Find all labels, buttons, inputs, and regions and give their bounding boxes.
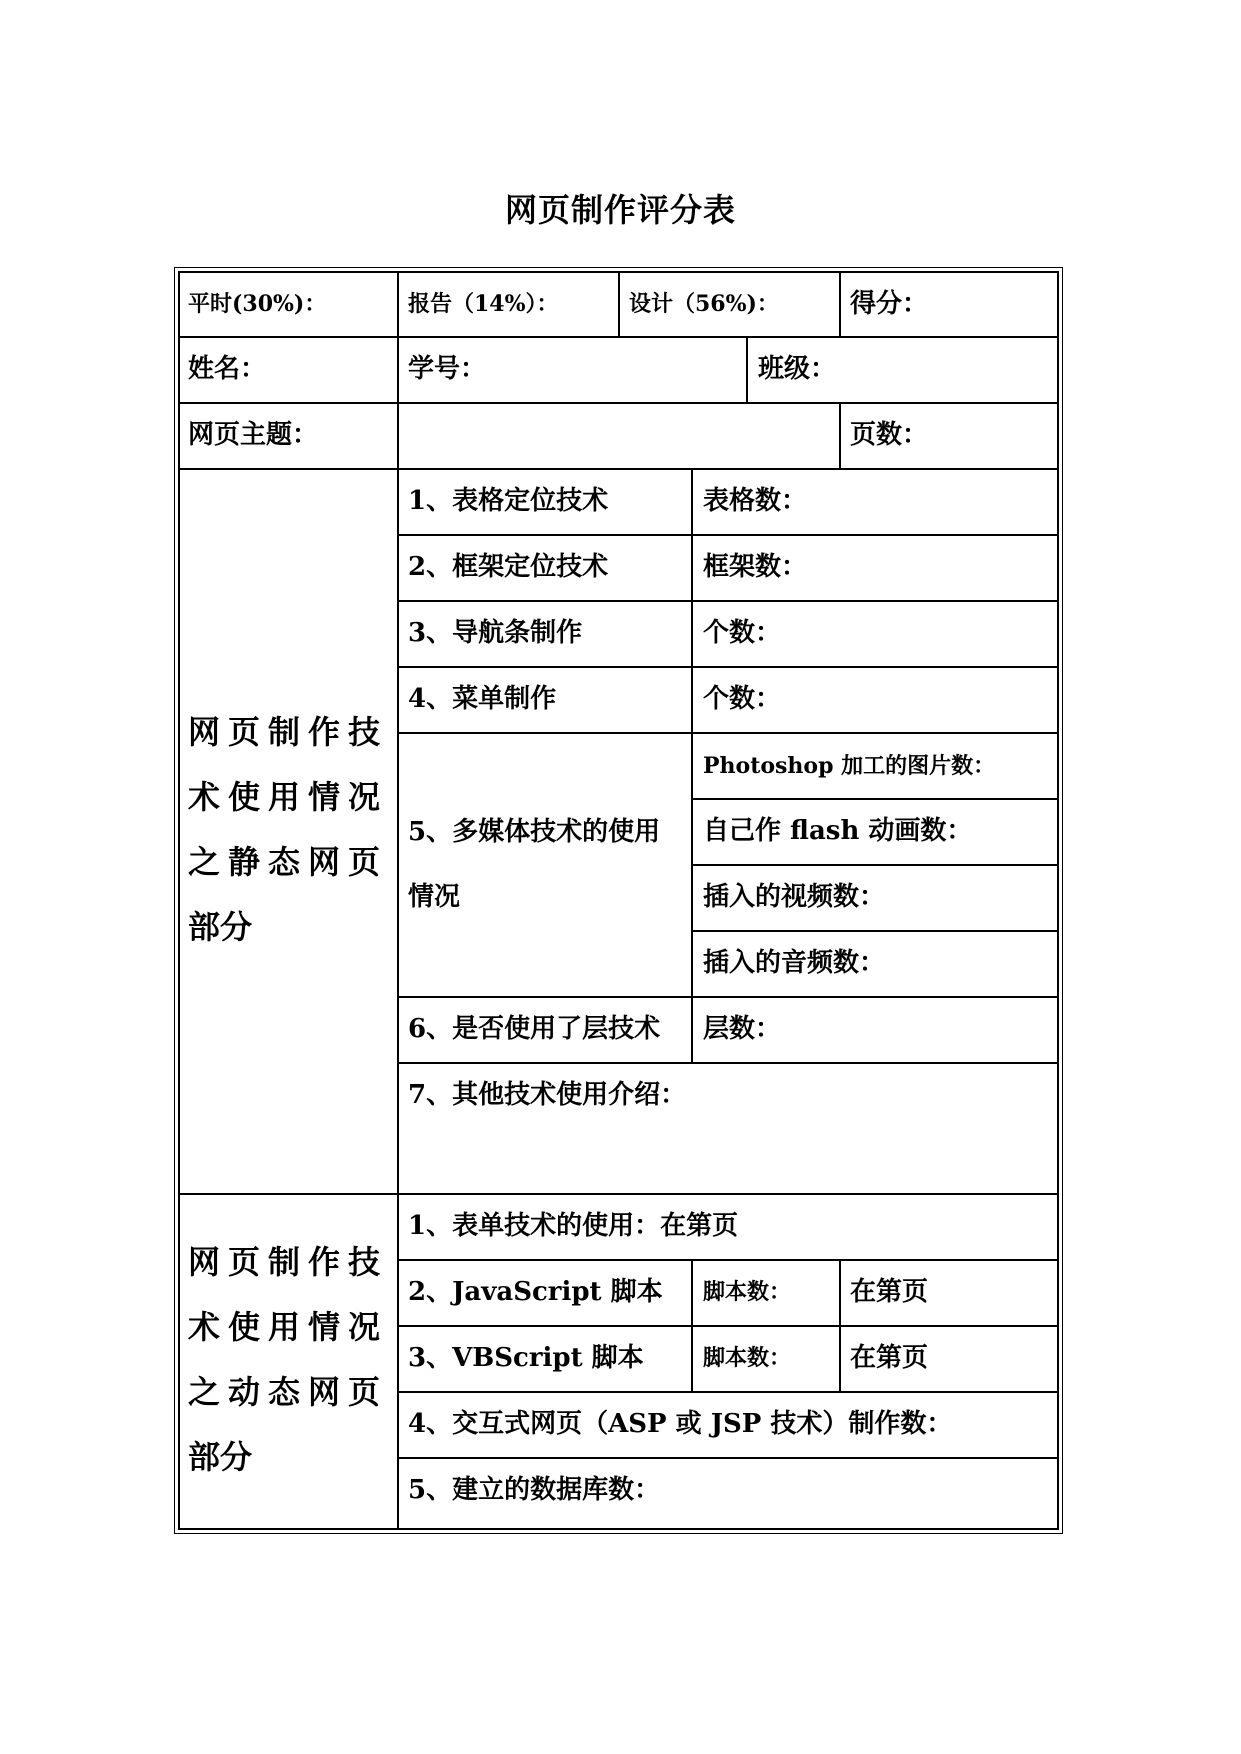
- design-score-label: 设计（56%)：: [629, 291, 779, 317]
- row-divider: [178, 1193, 1059, 1195]
- pages-field-label: 页数：: [850, 420, 929, 450]
- row-divider: [398, 1259, 1059, 1261]
- row-divider: [398, 996, 1059, 998]
- table-border-left: [178, 271, 180, 1530]
- column-divider: [618, 271, 620, 336]
- table-layout-item: 1、表格定位技术: [408, 486, 609, 516]
- multimedia-item: [408, 800, 660, 930]
- form-item: 1、表单技术的使用：在第页: [408, 1211, 739, 1241]
- row-divider: [398, 666, 1059, 668]
- column-divider: [397, 271, 399, 1530]
- row-divider: [398, 732, 1059, 734]
- table-border-right: [1057, 271, 1059, 1530]
- vbscript-item: 3、VBScript 脚本: [408, 1343, 644, 1373]
- vbs-page-label: 在第页: [850, 1343, 929, 1373]
- row-divider: [692, 864, 1059, 866]
- column-divider: [839, 402, 841, 468]
- table-count-label: 表格数：: [703, 486, 808, 516]
- section-label-line: 网页制作技: [188, 1243, 389, 1281]
- row-divider: [398, 600, 1059, 602]
- class-field-label: 班级：: [758, 354, 837, 384]
- section-label-line: 术使用情况: [188, 1308, 389, 1346]
- usual-score-label: 平时(30%)：: [188, 291, 327, 317]
- photoshop-count-label: Photoshop 加工的图片数：: [703, 753, 996, 779]
- video-count-label: 插入的视频数：: [703, 882, 886, 912]
- navbar-count-label: 个数：: [703, 618, 782, 648]
- interactive-pages-item: 4、交互式网页（ASP 或 JSP 技术）制作数：: [408, 1409, 953, 1439]
- js-count-label: 脚本数：: [703, 1279, 792, 1305]
- multimedia-item-line: 情况: [408, 882, 461, 912]
- layer-count-label: 层数：: [703, 1014, 782, 1044]
- multimedia-item-line: 5、多媒体技术的使用: [408, 817, 661, 847]
- row-divider: [398, 534, 1059, 536]
- navbar-item: 3、导航条制作: [408, 618, 583, 648]
- table-border-bottom: [178, 1528, 1059, 1530]
- js-page-label: 在第页: [850, 1277, 929, 1307]
- flash-count-label: 自己作 flash 动画数：: [703, 816, 973, 846]
- column-divider: [691, 468, 693, 1062]
- column-divider: [839, 1259, 841, 1391]
- row-divider: [178, 402, 1059, 404]
- row-divider: [692, 930, 1059, 932]
- frame-count-label: 框架数：: [703, 552, 808, 582]
- section-label-line: 术使用情况: [188, 778, 389, 816]
- topic-field-label: 网页主题：: [188, 420, 319, 450]
- frame-layout-item: 2、框架定位技术: [408, 552, 609, 582]
- column-divider: [746, 336, 748, 402]
- section-label-line: 之动态网页: [188, 1373, 389, 1411]
- row-divider: [178, 336, 1059, 338]
- row-divider: [398, 1457, 1059, 1459]
- column-divider: [691, 1259, 693, 1391]
- section-label-line: 之静态网页: [188, 843, 389, 881]
- column-divider: [839, 271, 841, 336]
- layers-item: 6、是否使用了层技术: [408, 1014, 661, 1044]
- database-item: 5、建立的数据库数：: [408, 1475, 661, 1505]
- row-divider: [398, 1391, 1059, 1393]
- section-label-line: 网页制作技: [188, 713, 389, 751]
- section-label-line: 部分: [188, 908, 253, 946]
- menu-count-label: 个数：: [703, 684, 782, 714]
- page-title: 网页制作评分表: [504, 191, 736, 229]
- report-score-label: 报告（14%）：: [408, 291, 559, 317]
- row-divider: [692, 798, 1059, 800]
- row-divider: [178, 468, 1059, 470]
- other-tech-item: 7、其他技术使用介绍：: [408, 1080, 687, 1110]
- vbs-count-label: 脚本数：: [703, 1345, 792, 1371]
- total-score-label: 得分：: [850, 289, 929, 319]
- student-id-field-label: 学号：: [408, 354, 487, 384]
- javascript-item: 2、JavaScript 脚本: [408, 1277, 663, 1307]
- dynamic-section-label: [188, 1230, 388, 1490]
- menu-item: 4、菜单制作: [408, 684, 557, 714]
- static-section-label: [188, 700, 388, 960]
- name-field-label: 姓名：: [188, 354, 267, 384]
- audio-count-label: 插入的音频数：: [703, 948, 886, 978]
- section-label-line: 部分: [188, 1438, 253, 1476]
- row-divider: [398, 1325, 1059, 1327]
- row-divider: [398, 1062, 1059, 1064]
